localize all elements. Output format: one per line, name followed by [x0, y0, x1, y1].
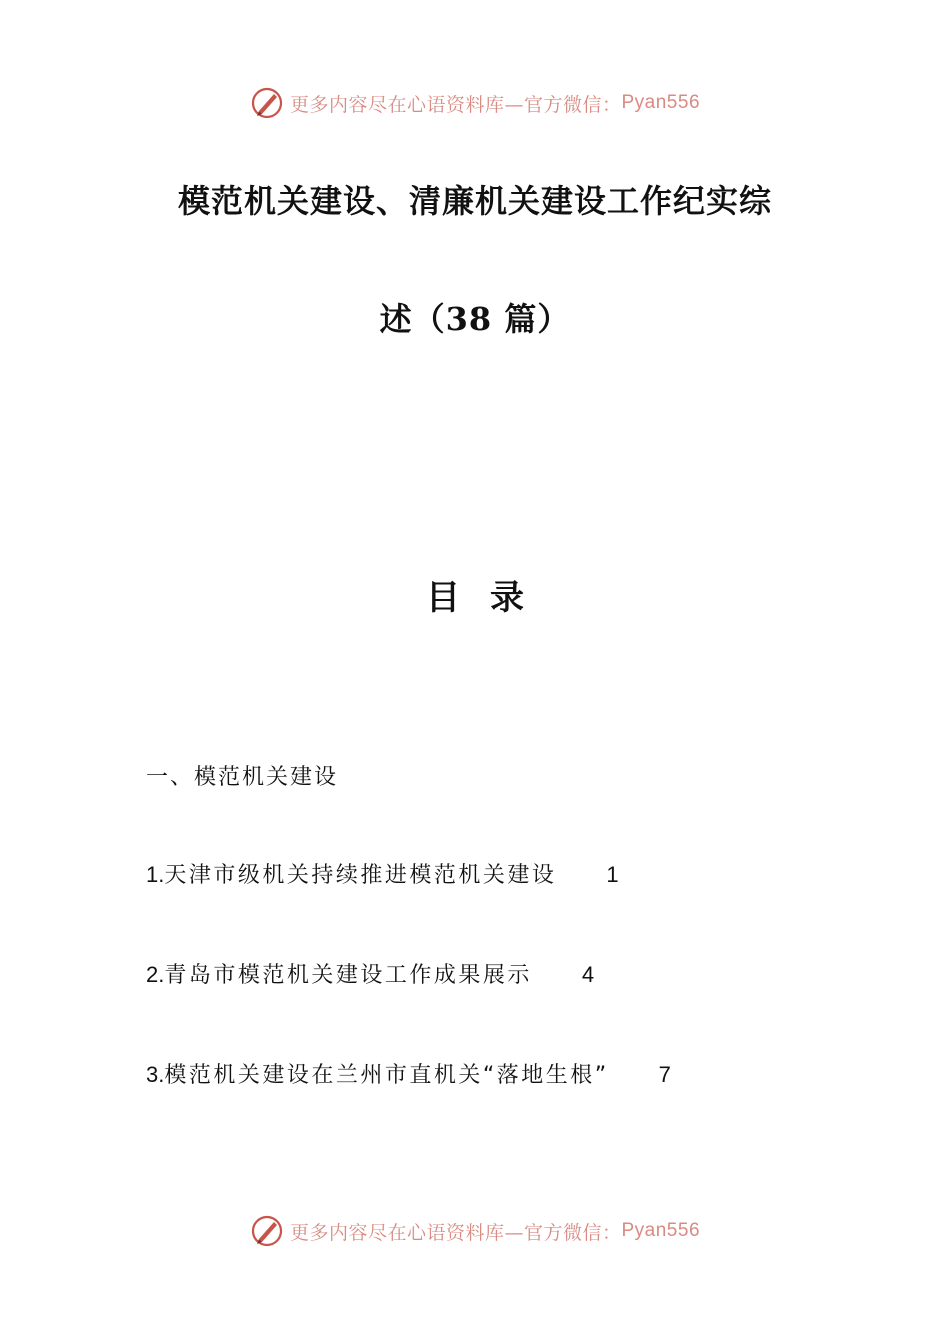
pen-logo-icon	[250, 86, 284, 120]
toc-item-number: 2.	[146, 962, 165, 987]
header-watermark	[0, 83, 950, 123]
watermark-text: 更多内容尽在心语资料库—官方微信：	[289, 93, 622, 116]
toc-item[interactable]	[146, 858, 619, 889]
document-title-line-2: 述（38 篇）	[379, 300, 571, 338]
toc-item-number: 1.	[146, 862, 165, 887]
toc-item-number: 3.	[146, 1062, 165, 1087]
watermark-text: 更多内容尽在心语资料库—官方微信：	[289, 1221, 622, 1244]
toc-item-page: 1	[606, 862, 619, 887]
toc-item-text: 模范机关建设在兰州市直机关“落地生根”	[164, 1063, 609, 1088]
document-title-line-1: 模范机关建设、清廉机关建设工作纪实综	[177, 182, 772, 220]
toc-item[interactable]	[146, 1058, 671, 1089]
watermark-wechat-id: Pyan556	[621, 1220, 701, 1241]
toc-item-page: 4	[581, 962, 595, 987]
toc-heading: 目录	[426, 578, 554, 618]
toc-item[interactable]	[146, 958, 594, 989]
toc-item-page: 7	[658, 1062, 671, 1087]
toc-section-heading: 一、模范机关建设	[146, 765, 339, 790]
footer-watermark	[0, 1211, 950, 1251]
watermark-wechat-id: Pyan556	[621, 92, 701, 113]
pen-logo-icon	[250, 1214, 284, 1248]
toc-item-text: 天津市级机关持续推进模范机关建设	[164, 863, 557, 888]
toc-item-text: 青岛市模范机关建设工作成果展示	[164, 963, 532, 988]
